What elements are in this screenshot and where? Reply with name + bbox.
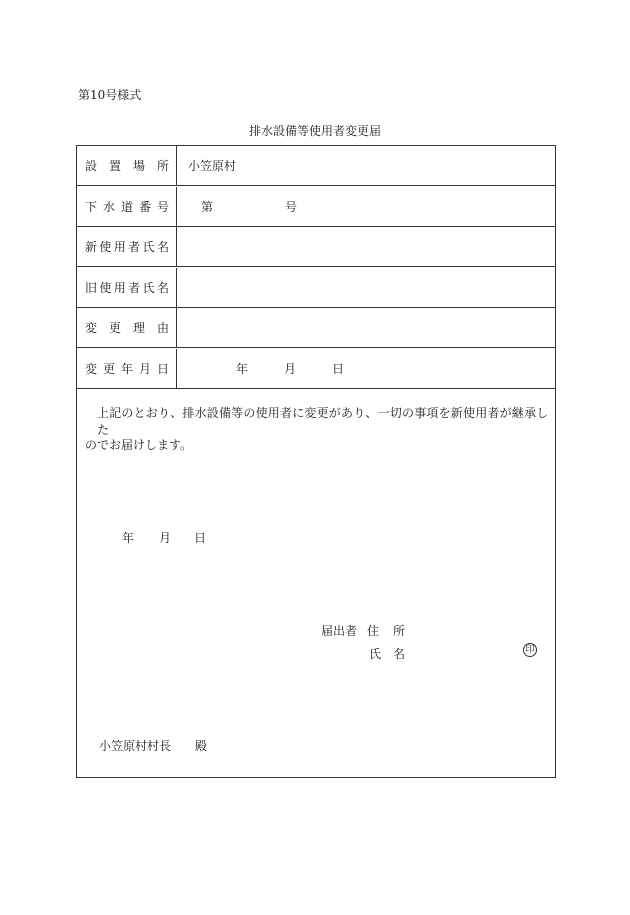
filing-date-day: 日 bbox=[194, 531, 207, 545]
location-value: 小笠原村 bbox=[188, 159, 237, 173]
change-date-day: 日 bbox=[332, 362, 345, 376]
label-char: 置 bbox=[108, 159, 121, 173]
label-char: 者 bbox=[128, 281, 141, 295]
label-char: 変 bbox=[85, 321, 98, 335]
applicant-label: 届出者 bbox=[321, 624, 358, 638]
label-sewer-number bbox=[77, 187, 177, 226]
sewer-number-suffix: 号 bbox=[285, 200, 298, 214]
label-char: 由 bbox=[156, 321, 169, 335]
sewer-number-prefix: 第 bbox=[201, 200, 214, 214]
notice-text-line2: のでお届けします。 bbox=[85, 438, 193, 452]
row-new-user bbox=[77, 227, 555, 267]
label-char: 月 bbox=[138, 362, 151, 376]
label-char: 変 bbox=[85, 362, 98, 376]
row-old-user bbox=[77, 268, 555, 308]
label-reason bbox=[77, 308, 177, 347]
label-char: 年 bbox=[120, 362, 133, 376]
applicant-address-label-2: 所 bbox=[393, 624, 406, 638]
label-char: 所 bbox=[156, 159, 169, 173]
form-number: 第10号様式 bbox=[78, 88, 142, 102]
honorific: 殿 bbox=[195, 739, 208, 753]
label-char: 新 bbox=[85, 240, 98, 254]
label-location bbox=[77, 146, 177, 185]
label-char: 氏 bbox=[142, 240, 155, 254]
seal-icon: 印 bbox=[523, 643, 537, 657]
field-change-reason[interactable] bbox=[178, 308, 555, 347]
label-char: 番 bbox=[138, 200, 151, 214]
row-location bbox=[77, 146, 555, 186]
label-char: 更 bbox=[102, 362, 115, 376]
field-location[interactable] bbox=[178, 146, 555, 185]
label-char: 水 bbox=[102, 200, 115, 214]
form-table bbox=[76, 145, 556, 778]
applicant-name-label-2: 名 bbox=[393, 647, 406, 661]
label-char: 日 bbox=[156, 362, 169, 376]
change-date-month: 月 bbox=[284, 362, 297, 376]
field-change-date[interactable] bbox=[178, 349, 555, 388]
document-title: 排水設備等使用者変更届 bbox=[248, 124, 381, 138]
label-new-user bbox=[77, 227, 177, 266]
label-char: 理 bbox=[132, 321, 145, 335]
label-char: 氏 bbox=[142, 281, 155, 295]
addressee: 小笠原村村長 bbox=[99, 739, 172, 753]
notice-text-line1: 上記のとおり、排水設備等の使用者に変更があり、一切の事項を新使用者が継承した bbox=[97, 406, 549, 437]
applicant-name-label-1: 氏 bbox=[369, 647, 382, 661]
label-char: 使 bbox=[99, 281, 112, 295]
label-old-user bbox=[77, 268, 177, 307]
label-char: 号 bbox=[156, 200, 169, 214]
row-reason bbox=[77, 308, 555, 348]
applicant-address-label-1: 住 bbox=[367, 624, 380, 638]
label-char: 設 bbox=[85, 159, 98, 173]
label-char: 用 bbox=[113, 240, 126, 254]
filing-date-month: 月 bbox=[159, 531, 172, 545]
label-char: 下 bbox=[85, 200, 98, 214]
label-char: 名 bbox=[156, 281, 169, 295]
label-char: 更 bbox=[108, 321, 121, 335]
label-change-date bbox=[77, 349, 177, 388]
label-char: 用 bbox=[113, 281, 126, 295]
field-new-user-name[interactable] bbox=[178, 227, 555, 266]
label-char: 使 bbox=[99, 240, 112, 254]
filing-date-year: 年 bbox=[122, 531, 135, 545]
field-sewer-number[interactable] bbox=[178, 187, 555, 226]
field-old-user-name[interactable] bbox=[178, 268, 555, 307]
label-char: 者 bbox=[128, 240, 141, 254]
label-char: 旧 bbox=[85, 281, 98, 295]
row-sewer-number bbox=[77, 187, 555, 227]
label-char: 道 bbox=[120, 200, 133, 214]
row-change-date bbox=[77, 349, 555, 389]
label-char: 名 bbox=[156, 240, 169, 254]
label-char: 場 bbox=[132, 159, 145, 173]
change-date-year: 年 bbox=[236, 362, 249, 376]
